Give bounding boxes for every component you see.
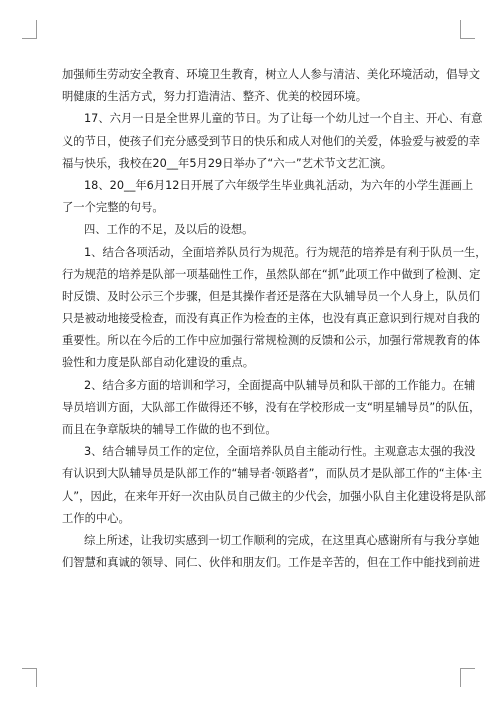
crop-mark-bottom-right — [460, 668, 475, 687]
text-line: 们智慧和真诚的领导、同仁、伙伴和朋友们。工作是辛苦的，但在工作中能找到前进 — [62, 556, 480, 570]
crop-mark-top-right — [460, 20, 475, 39]
document-body — [62, 64, 487, 574]
text-line: 2、结合多方面的培训和学习，全面提高中队辅导员和队干部的工作能力。在辅 — [84, 378, 476, 392]
text-line: 四、工作的不足，及以后的设想。 — [84, 223, 254, 237]
crop-mark-top-left — [22, 20, 37, 39]
text-line: 时反馈、及时公示三个步骤，但是其操作者还是落在大队辅导员一个人身上，队员们 — [62, 289, 480, 303]
text-line: 只是被动地接受检查，而没有真正作为检查的主体，也没有真正意识到行规对自我的 — [62, 312, 480, 326]
text-line: 义的节日，使孩子们充分感受到节日的快乐和成人对他们的关爱，体验爱与被爱的幸 — [62, 134, 480, 148]
crop-mark-bottom-left — [22, 668, 37, 687]
text-line: 导员培训方面，大队部工作做得还不够，没有在学校形成一支“明星辅导员”的队伍， — [62, 400, 481, 414]
text-line: 17、六月一日是全世界儿童的节日。为了让每一个幼儿过一个自主、开心、有意 — [84, 112, 483, 126]
text-line: 3、结合辅导员工作的定位，全面培养队员自主能动行性。主观意志太强的我没 — [84, 445, 476, 459]
text-line: 验性和力度是队部自动化建设的重点。 — [62, 356, 255, 370]
text-line: 加强师生劳动安全教育、环境卫生教育，树立人人参与清洁、美化环境活动，倡导文 — [62, 68, 480, 81]
text-line: 重要性。所以在今后的工作中应加强行常规检测的反馈和公示，加强行常规教育的体 — [62, 334, 480, 348]
text-line: 人”，因此，在来年开好一次由队员自己做主的少代会，加强小队自主化建设将是队部 — [62, 489, 486, 503]
text-line: 工作的中心。 — [62, 511, 130, 525]
text-line: 1、结合各项活动，全面培养队员行为规范。行为规范的培养是有利于队员一生， — [84, 245, 487, 259]
text-line: 行为规范的培养是队部一项基础性工作，虽然队部在“抓”此项工作中做到了检测、定 — [62, 267, 481, 281]
text-line: 18、20__年6月12日开展了六年级学生毕业典礼活动，为六年的小学生涯画上 — [84, 178, 474, 192]
text-line: 福与快乐，我校在20__年5月29日举办了“六一”艺术节文艺汇演。 — [62, 156, 393, 170]
text-line: 而且在争章版块的辅导工作做的也不到位。 — [62, 423, 277, 436]
text-line: 综上所述，让我切实感到一切工作顺利的完成，在这里真心感谢所有与我分享她 — [84, 533, 480, 547]
text-line: 明健康的生活方式，努力打造清洁、整齐、优美的校园环境。 — [62, 90, 368, 104]
text-line: 有认识到大队辅导员是队部工作的“辅导者·领路者”，而队员才是队部工作的“主体·主 — [62, 467, 483, 481]
text-line: 了一个完整的句号。 — [62, 201, 164, 215]
